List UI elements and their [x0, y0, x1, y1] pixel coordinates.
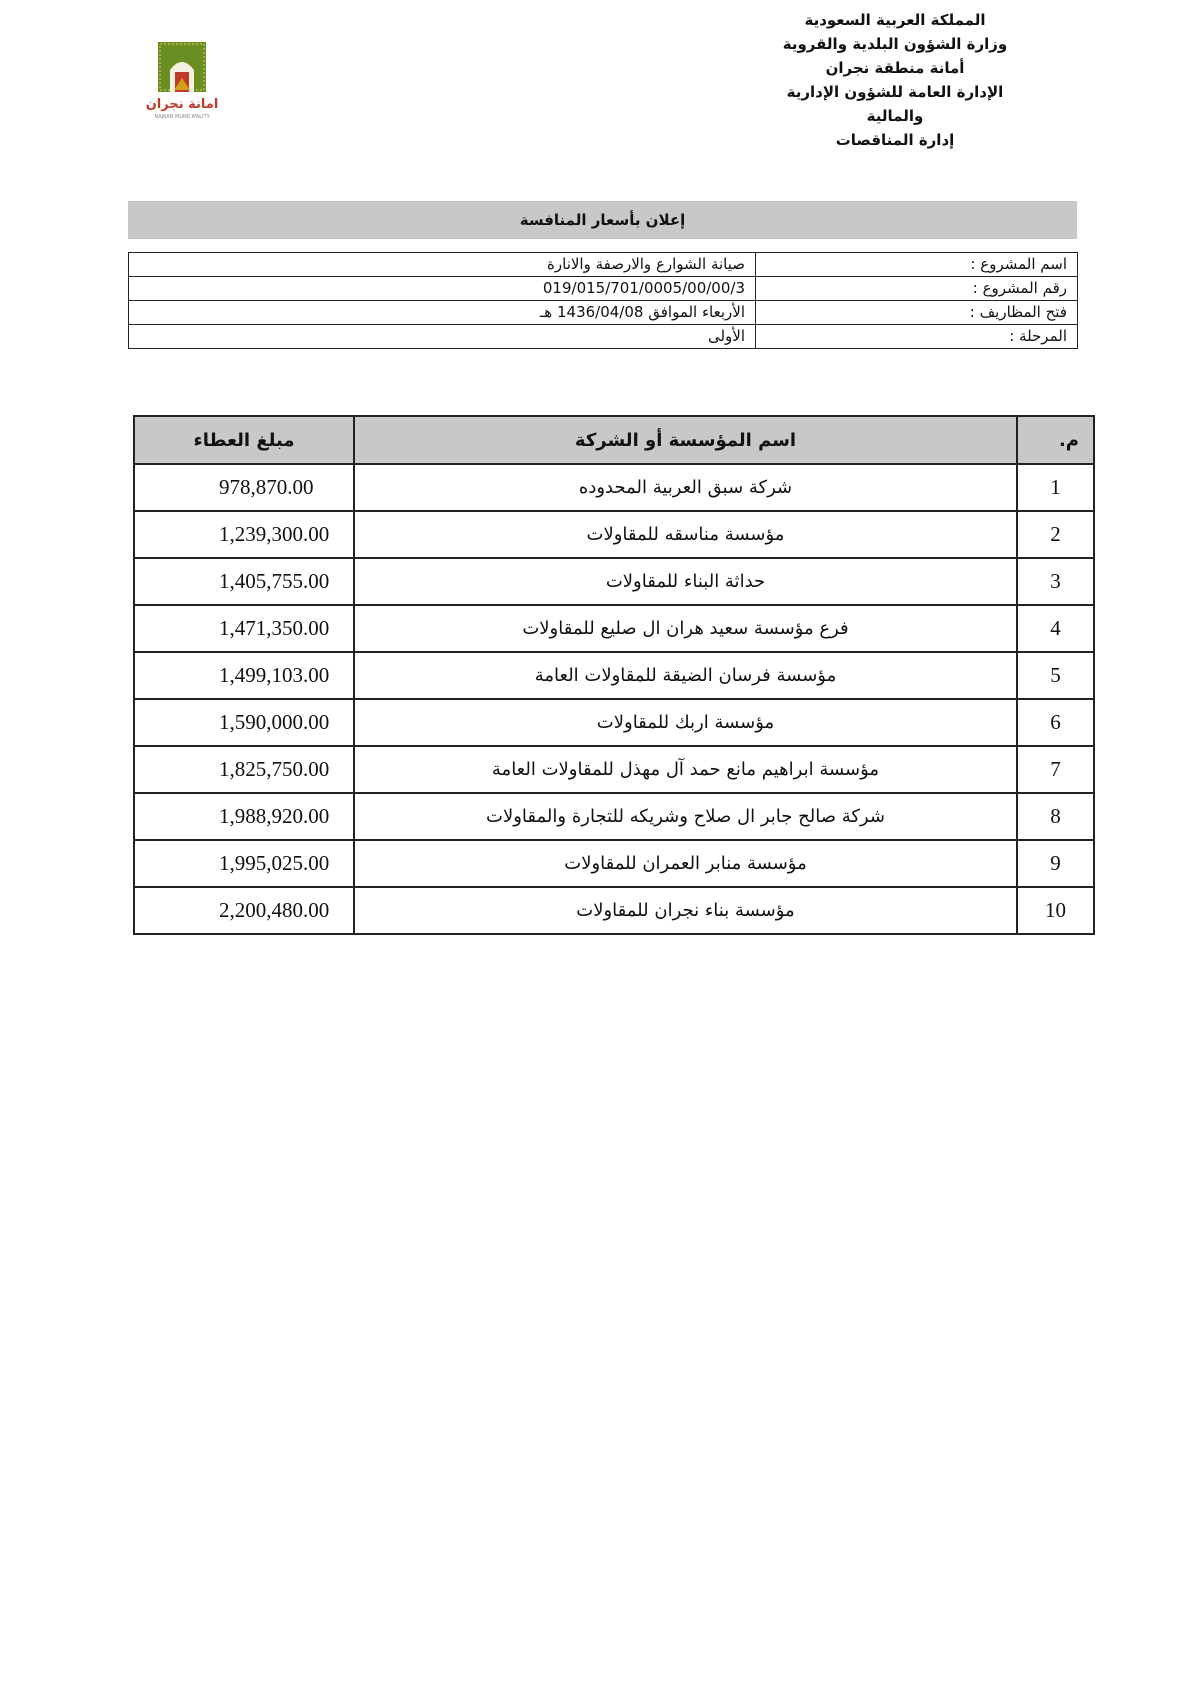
table-row	[134, 840, 1094, 887]
table-row	[134, 887, 1094, 934]
company-name: مؤسسة بناء نجران للمقاولات	[354, 887, 1017, 934]
table-row	[134, 746, 1094, 793]
company-name: فرع مؤسسة سعيد هران ال صليع للمقاولات	[354, 605, 1017, 652]
logo-subtext: NAJRAN MUNICIPALITY	[154, 114, 210, 120]
info-value: الأولى	[129, 325, 756, 349]
row-number: 4	[1017, 605, 1094, 652]
info-row-project-number	[129, 277, 1078, 301]
header-line-municipality: أمانة منطقة نجران	[825, 59, 965, 77]
company-name: مؤسسة منابر العمران للمقاولات	[354, 840, 1017, 887]
row-number: 6	[1017, 699, 1094, 746]
company-name: مؤسسة ابراهيم مانع حمد آل مهذل للمقاولات العامة	[354, 746, 1017, 793]
bid-amount: 1,405,755.00	[134, 558, 354, 605]
row-number: 5	[1017, 652, 1094, 699]
table-row	[134, 605, 1094, 652]
logo-text: امانة نجران	[145, 97, 219, 112]
bid-amount: 1,988,920.00	[134, 793, 354, 840]
column-header-amount: مبلغ العطاء	[134, 416, 354, 464]
info-label: المرحلة :	[756, 325, 1078, 349]
table-row	[134, 511, 1094, 558]
bid-amount: 1,825,750.00	[134, 746, 354, 793]
table-row	[134, 793, 1094, 840]
header-line-ministry: وزارة الشؤون البلدية والقروية	[782, 35, 1008, 53]
table-row	[134, 652, 1094, 699]
bid-amount: 978,870.00	[134, 464, 354, 511]
header-line-country: المملكة العربية السعودية	[804, 11, 986, 29]
row-number: 3	[1017, 558, 1094, 605]
row-number: 9	[1017, 840, 1094, 887]
header-line-department: الإدارة العامة للشؤون الإدارية	[786, 83, 1004, 101]
company-name: شركة سبق العربية المحدوده	[354, 464, 1017, 511]
table-row	[134, 464, 1094, 511]
info-row-stage	[129, 325, 1078, 349]
info-row-envelope-opening	[129, 301, 1078, 325]
header-line-tenders-dept: إدارة المناقصات	[835, 131, 955, 149]
row-number: 2	[1017, 511, 1094, 558]
header-line-department-cont: والمالية	[866, 107, 924, 125]
najran-municipality-logo	[138, 42, 226, 120]
bid-amount: 1,499,103.00	[134, 652, 354, 699]
row-number: 8	[1017, 793, 1094, 840]
table-row	[134, 558, 1094, 605]
info-value: صيانة الشوارع والارصفة والانارة	[129, 253, 756, 277]
company-name: شركة صالح جابر ال صلاح وشريكه للتجارة والمقاولات	[354, 793, 1017, 840]
bid-amount: 2,200,480.00	[134, 887, 354, 934]
bids-table	[133, 415, 1095, 935]
info-label: فتح المظاريف :	[756, 301, 1078, 325]
bid-amount: 1,995,025.00	[134, 840, 354, 887]
column-header-number: م.	[1017, 416, 1094, 464]
row-number: 1	[1017, 464, 1094, 511]
info-row-project-name	[129, 253, 1078, 277]
company-name: مؤسسة فرسان الضيقة للمقاولات العامة	[354, 652, 1017, 699]
info-label: اسم المشروع :	[756, 253, 1078, 277]
bid-amount: 1,590,000.00	[134, 699, 354, 746]
row-number: 10	[1017, 887, 1094, 934]
table-row	[134, 699, 1094, 746]
info-value: الأربعاء الموافق 1436/04/08 هـ	[129, 301, 756, 325]
announcement-title: إعلان بأسعار المنافسة	[128, 201, 1077, 239]
company-name: مؤسسة اربك للمقاولات	[354, 699, 1017, 746]
column-header-company: اسم المؤسسة أو الشركة	[354, 416, 1017, 464]
info-value: 019/015/701/0005/00/00/3	[129, 277, 756, 301]
bid-amount: 1,471,350.00	[134, 605, 354, 652]
company-name: مؤسسة مناسقه للمقاولات	[354, 511, 1017, 558]
company-name: حداثة البناء للمقاولات	[354, 558, 1017, 605]
bids-table-header	[134, 416, 1094, 464]
letterhead	[725, 8, 1065, 152]
info-label: رقم المشروع :	[756, 277, 1078, 301]
row-number: 7	[1017, 746, 1094, 793]
project-info-table	[128, 252, 1078, 349]
bid-amount: 1,239,300.00	[134, 511, 354, 558]
